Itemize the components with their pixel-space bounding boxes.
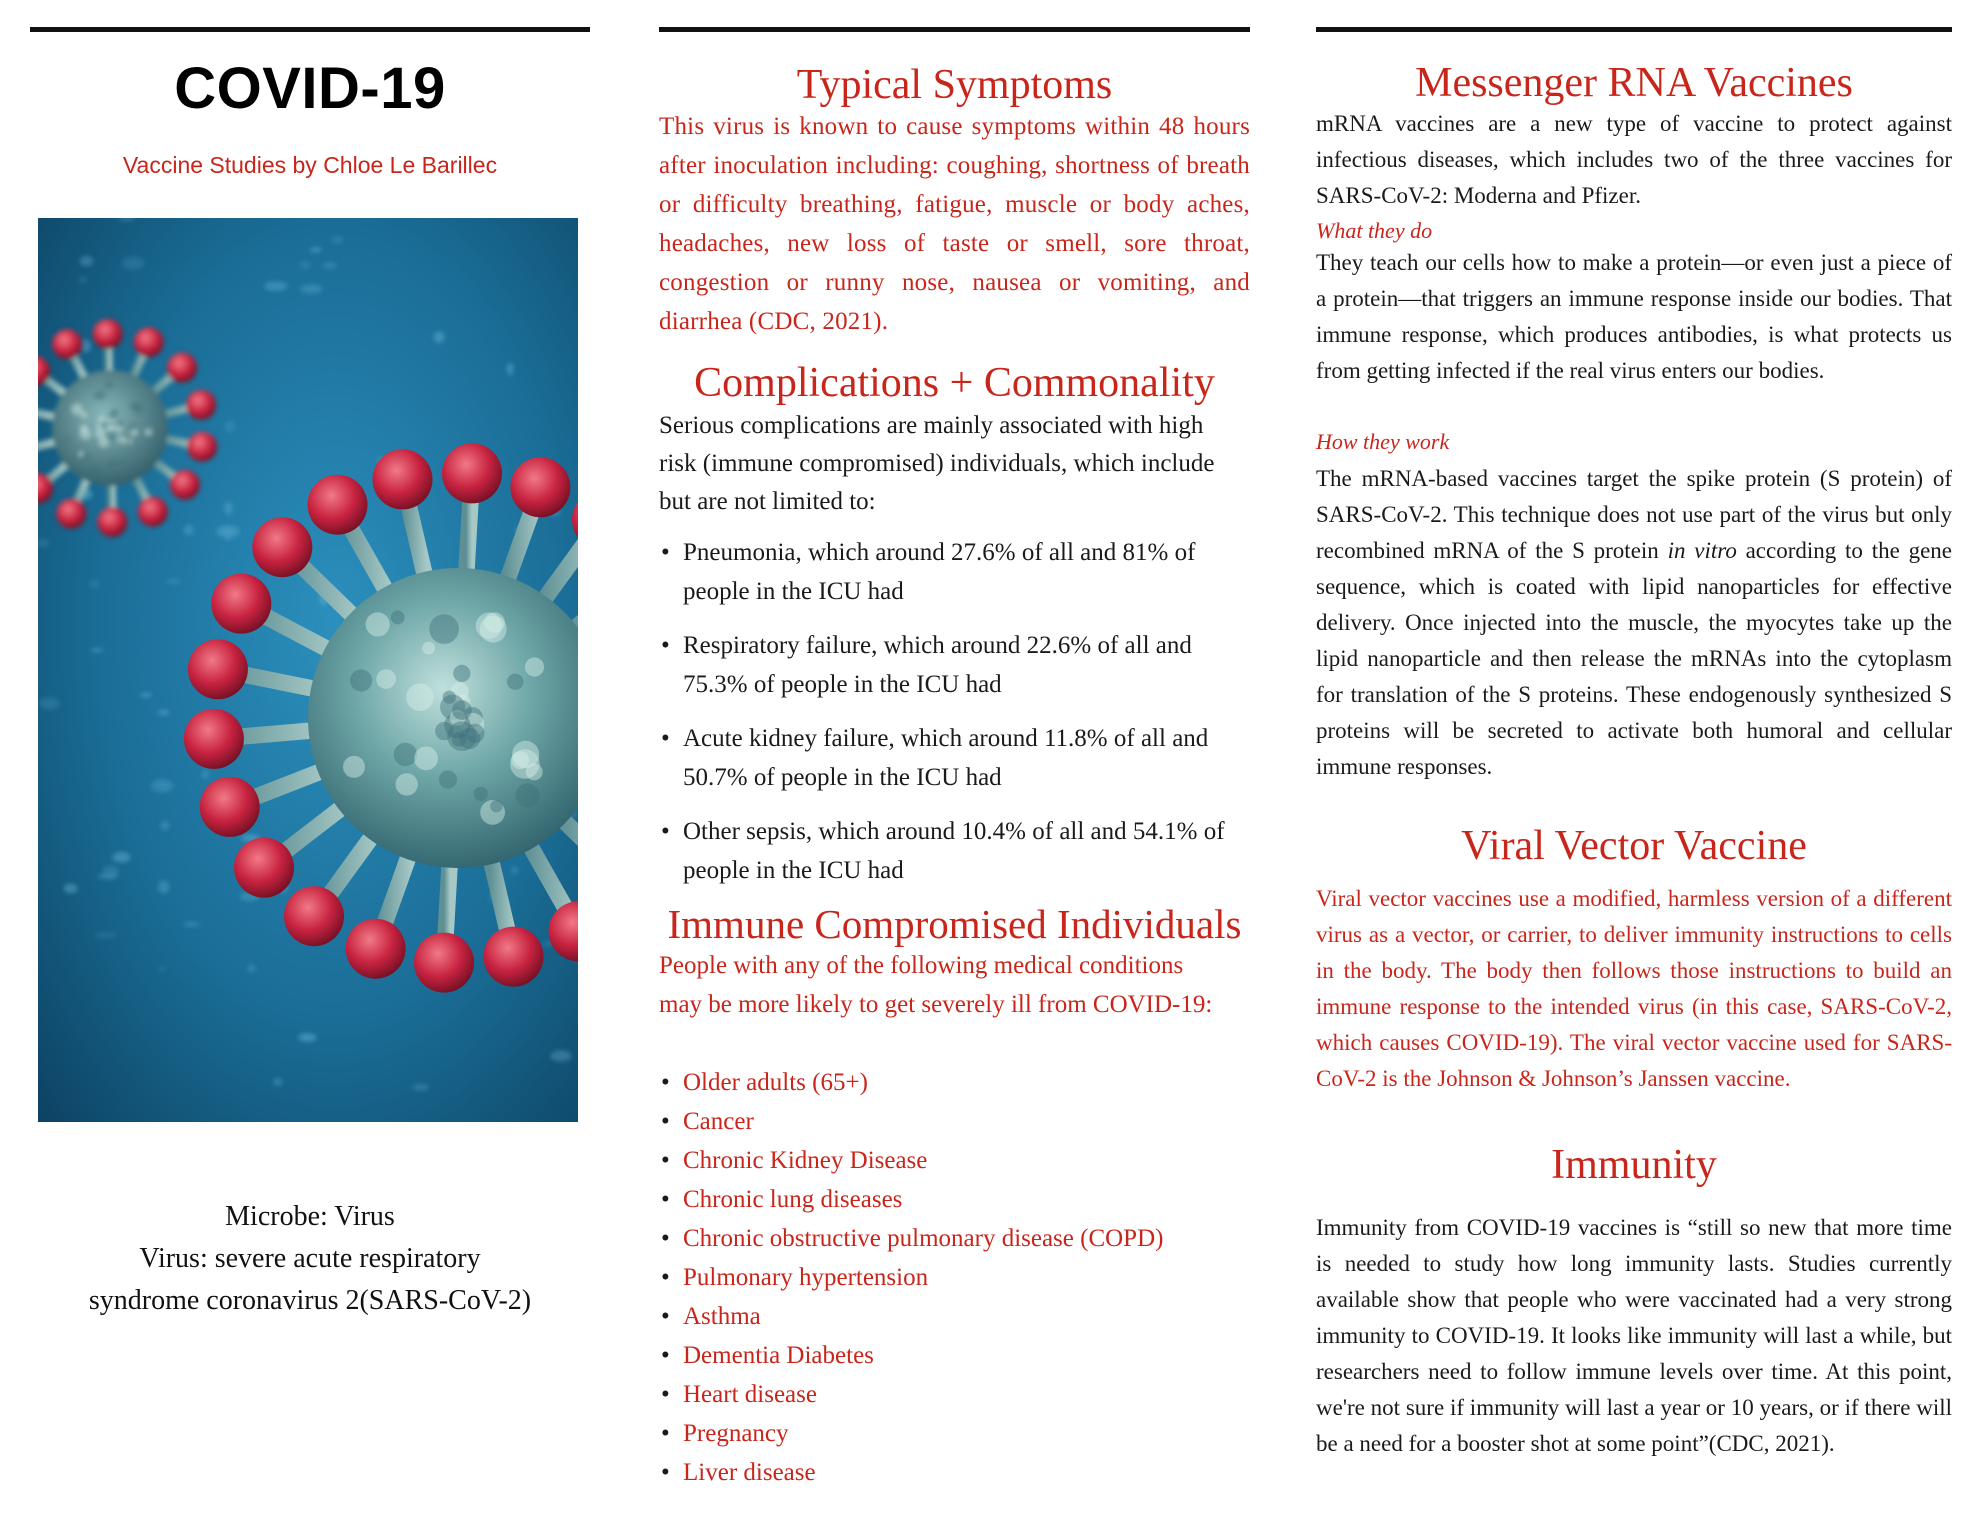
- surface-bump: [78, 451, 84, 457]
- list-item: • Other sepsis, which around 10.4% of all and 54.1% of people in the ICU had: [659, 812, 1250, 890]
- complications-list: [659, 533, 1250, 905]
- mrna-intro: mRNA vaccines are a new type of vaccine to protect against infectious diseases, which includes two of the three vaccines for SARS-CoV-2: Moderna and Pfizer.: [1316, 111, 1952, 208]
- bokeh-dot: [224, 502, 233, 515]
- surface-bump: [414, 747, 438, 771]
- immunity-body: Immunity from COVID-19 vaccines is “still so new that more time is needed to study how long immunity lasts. Studies currently available show that people who were vaccinated had a very strong immunity to COVID-19. It looks like immunity will last a while, but researchers need to follow immune levels over time. At this point, we're not sure if immunity will last a year or 10 years, or if there will be a need for a booster shot at some point”(CDC, 2021).: [1316, 1215, 1952, 1456]
- spike-tip: [211, 574, 271, 634]
- conditions-list: [659, 1063, 1250, 1492]
- list-item: • Older adults (65+): [659, 1063, 1250, 1102]
- viral-vector-heading: Viral Vector Vaccine: [1461, 823, 1807, 869]
- surface-bump: [453, 665, 470, 682]
- bokeh-dot: [434, 331, 445, 343]
- how-they-work-body: The mRNA-based vaccines target the spike protein (S protein) of SARS-CoV-2. This technique does not use part of the virus but only recombined mRNA of the S protein in vitro according to the gene sequence, which is coated with lipid nanoparticles for effective delivery. Once injected into the muscle, the myocytes take up the lipid nanoparticle and then release the mRNAs into the cytoplasm for translation of the S proteins. These endogenously synthesized S proteins will be secreted to activate both humoral and cellular immune responses.: [1316, 466, 1952, 779]
- surface-bump: [376, 669, 396, 689]
- surface-bump: [66, 436, 71, 441]
- bullet: •: [661, 1381, 670, 1408]
- spike-tip: [414, 933, 474, 993]
- bullet: •: [661, 1225, 670, 1252]
- spike-tip: [52, 329, 82, 359]
- spike-tip: [187, 432, 217, 462]
- surface-bump: [516, 784, 540, 808]
- surface-bump: [452, 700, 472, 720]
- bokeh-dot: [102, 866, 119, 880]
- surface-bump: [104, 381, 113, 390]
- surface-bump: [102, 421, 108, 427]
- bokeh-dot: [412, 1084, 429, 1091]
- spike-tip: [186, 390, 216, 420]
- surface-bump: [108, 425, 114, 431]
- bokeh-dot: [161, 821, 170, 831]
- bokeh-dot: [202, 769, 209, 779]
- bokeh-dot: [273, 1078, 282, 1086]
- surface-bump: [128, 439, 133, 444]
- symptoms-heading: Typical Symptoms: [796, 62, 1113, 108]
- surface-bump: [108, 459, 117, 468]
- spike-tip: [184, 709, 244, 769]
- bullet: •: [661, 725, 670, 752]
- spike-tip: [200, 777, 260, 837]
- bullet: •: [661, 1069, 670, 1096]
- surface-bump: [96, 424, 101, 429]
- bokeh-dot: [64, 884, 78, 894]
- surface-bump: [80, 429, 91, 440]
- spike-tip: [167, 353, 197, 383]
- immune-intro: People with any of the following medical conditions may be more likely to get severely ill from COVID-19:: [659, 952, 1213, 1018]
- bullet: •: [661, 1459, 670, 1486]
- bokeh-dot: [122, 257, 145, 271]
- bokeh-dot: [95, 932, 117, 939]
- bokeh-dot: [112, 852, 131, 863]
- surface-bump: [145, 428, 153, 436]
- bullet: •: [661, 1342, 670, 1369]
- spike-tip: [138, 497, 168, 527]
- bokeh-dot: [323, 263, 337, 269]
- list-item: • Acute kidney failure, which around 11.8% of all and 50.7% of people in the ICU had: [659, 719, 1250, 797]
- spike-tip: [97, 507, 127, 537]
- bokeh-dot: [39, 697, 60, 709]
- bokeh-dot: [507, 363, 513, 375]
- what-they-do-body: They teach our cells how to make a protein—or even just a piece of a protein—that triggers an immune response inside our bodies. That immune response, which produces antibodies, is what protects us from getting infected if the real virus enters our bodies.: [1316, 250, 1952, 383]
- surface-bump: [117, 436, 125, 444]
- list-item: • Cancer: [659, 1102, 1250, 1141]
- list-item: • Pregnancy: [659, 1414, 1250, 1453]
- bokeh-dot: [158, 967, 167, 971]
- list-item: • Pneumonia, which around 27.6% of all and 81% of people in the ICU had: [659, 533, 1250, 611]
- surface-bump: [95, 390, 106, 401]
- surface-bump: [490, 800, 502, 812]
- surface-bump: [130, 401, 140, 411]
- surface-bump: [117, 420, 124, 427]
- bokeh-dot: [184, 524, 194, 535]
- immune-heading: Immune Compromised Individuals: [667, 901, 1242, 947]
- surface-bump: [391, 611, 405, 625]
- bokeh-dot: [298, 1033, 316, 1042]
- spike-tip: [510, 457, 570, 517]
- surface-bump: [87, 465, 98, 476]
- cover-title: COVID-19: [174, 56, 446, 121]
- surface-bump: [525, 657, 544, 676]
- bokeh-dot: [299, 261, 310, 270]
- microbe-info: [30, 1196, 590, 1322]
- spike-tip: [252, 517, 312, 577]
- bokeh-dot: [332, 236, 344, 244]
- bullet: •: [661, 632, 670, 659]
- spike-tip: [188, 639, 248, 699]
- bullet: •: [661, 1186, 670, 1213]
- bokeh-dot: [183, 922, 201, 927]
- surface-bump: [98, 416, 104, 422]
- spike-tip: [134, 327, 164, 357]
- bullet: •: [661, 818, 670, 845]
- mrna-heading: Messenger RNA Vaccines: [1415, 60, 1853, 106]
- bokeh-dot: [151, 779, 173, 792]
- list-item: • Chronic obstructive pulmonary disease (COPD): [659, 1219, 1250, 1258]
- bullet: •: [661, 539, 670, 566]
- bokeh-dot: [90, 648, 103, 652]
- surface-bump: [116, 426, 123, 433]
- bullet: •: [661, 1303, 670, 1330]
- immunity-heading: Immunity: [1551, 1142, 1717, 1188]
- bokeh-dot: [80, 256, 93, 267]
- column-2-top-rule: [659, 27, 1250, 32]
- bullet: •: [661, 1264, 670, 1291]
- bokeh-dot: [264, 281, 288, 291]
- bokeh-dot: [216, 525, 240, 537]
- bokeh-dot: [511, 867, 518, 875]
- bokeh-dot: [140, 693, 152, 697]
- surface-bump: [526, 763, 543, 780]
- surface-bump: [459, 728, 480, 749]
- bullet: •: [661, 1147, 670, 1174]
- surface-bump: [130, 429, 138, 437]
- spike-tip: [284, 886, 344, 946]
- bokeh-dot: [224, 420, 235, 432]
- surface-bump: [507, 674, 523, 690]
- surface-bump: [343, 756, 365, 778]
- surface-bump: [474, 787, 488, 801]
- what-they-do-label: What they do: [1316, 218, 1433, 243]
- surface-bump: [111, 408, 118, 415]
- bokeh-dot: [301, 284, 323, 294]
- list-item: • Asthma: [659, 1297, 1250, 1336]
- bokeh-dot: [309, 247, 322, 253]
- spike-tip: [442, 443, 502, 503]
- list-item: • Heart disease: [659, 1375, 1250, 1414]
- virus-name-line-2: syndrome coronavirus 2(SARS-CoV-2): [88, 1285, 532, 1316]
- surface-bump: [366, 612, 390, 636]
- surface-bump: [394, 743, 417, 766]
- surface-bump: [406, 683, 434, 711]
- bullet: •: [661, 1420, 670, 1447]
- bullet: •: [661, 1108, 670, 1135]
- list-item: • Chronic lung diseases: [659, 1180, 1250, 1219]
- surface-bump: [439, 770, 457, 788]
- surface-bump: [476, 613, 502, 639]
- spike-tip: [346, 919, 406, 979]
- bokeh-dot: [158, 710, 170, 716]
- surface-bump: [99, 437, 109, 447]
- coronavirus-illustration: [38, 218, 578, 1122]
- list-item: • Respiratory failure, which around 22.6% of all and 75.3% of people in the ICU had: [659, 626, 1250, 704]
- bokeh-dot: [247, 965, 256, 972]
- list-item: • Chronic Kidney Disease: [659, 1141, 1250, 1180]
- surface-bump: [95, 428, 105, 438]
- surface-bump: [118, 460, 123, 465]
- virus-name-line-1: Virus: severe acute respiratory: [139, 1243, 481, 1274]
- symptoms-body: This virus is known to cause symptoms within 48 hours after inoculation including: coughing, shortness of breath or difficulty breathing, fatigue, muscle or body aches, headaches, new loss of taste or smell, sore throat, congestion or runny nose, nausea or vomiting, and diarrhea (CDC, 2021).: [659, 113, 1250, 335]
- spike-tip: [93, 319, 123, 349]
- spike-tip: [56, 499, 86, 529]
- spike-tip: [170, 470, 200, 500]
- viral-vector-body: Viral vector vaccines use a modified, harmless version of a different virus as a vector, or carrier, to deliver immunity instructions to cells in the body. The body then follows those instructions to build an immune response to the intended virus (in this case, SARS-CoV-2, which causes COVID-19). The viral vector vaccine used for SARS-CoV-2 is the Johnson & Johnson’s Janssen vaccine.: [1316, 886, 1952, 1091]
- bokeh-dot: [90, 580, 100, 588]
- surface-bump: [71, 403, 82, 414]
- cover-subtitle: Vaccine Studies by Chloe Le Barillec: [122, 152, 498, 178]
- surface-bump: [396, 773, 418, 795]
- column-3-top-rule: [1316, 27, 1952, 32]
- list-item: • Liver disease: [659, 1453, 1250, 1492]
- microbe-line: Microbe: Virus: [225, 1201, 395, 1232]
- column-1-top-rule: [30, 27, 590, 32]
- surface-bump: [350, 669, 372, 691]
- complications-intro: Serious complications are mainly associated with high risk (immune compromised) individuals, which include but are not limited to:: [659, 412, 1215, 515]
- spike-tip: [484, 927, 544, 987]
- bokeh-dot: [158, 880, 169, 893]
- list-item: • Dementia Diabetes: [659, 1336, 1250, 1375]
- surface-bump: [429, 614, 459, 644]
- surface-bump: [422, 642, 435, 655]
- complications-heading: Complications + Commonality: [694, 360, 1215, 406]
- spike-tip: [308, 475, 368, 535]
- bokeh-dot: [78, 276, 87, 283]
- bokeh-dot: [550, 1050, 571, 1061]
- list-item: • Pulmonary hypertension: [659, 1258, 1250, 1297]
- surface-bump: [83, 453, 91, 461]
- bokeh-dot: [166, 578, 181, 585]
- how-they-work-label: How they work: [1316, 429, 1450, 454]
- spike-tip: [234, 838, 294, 898]
- spike-tip: [373, 449, 433, 509]
